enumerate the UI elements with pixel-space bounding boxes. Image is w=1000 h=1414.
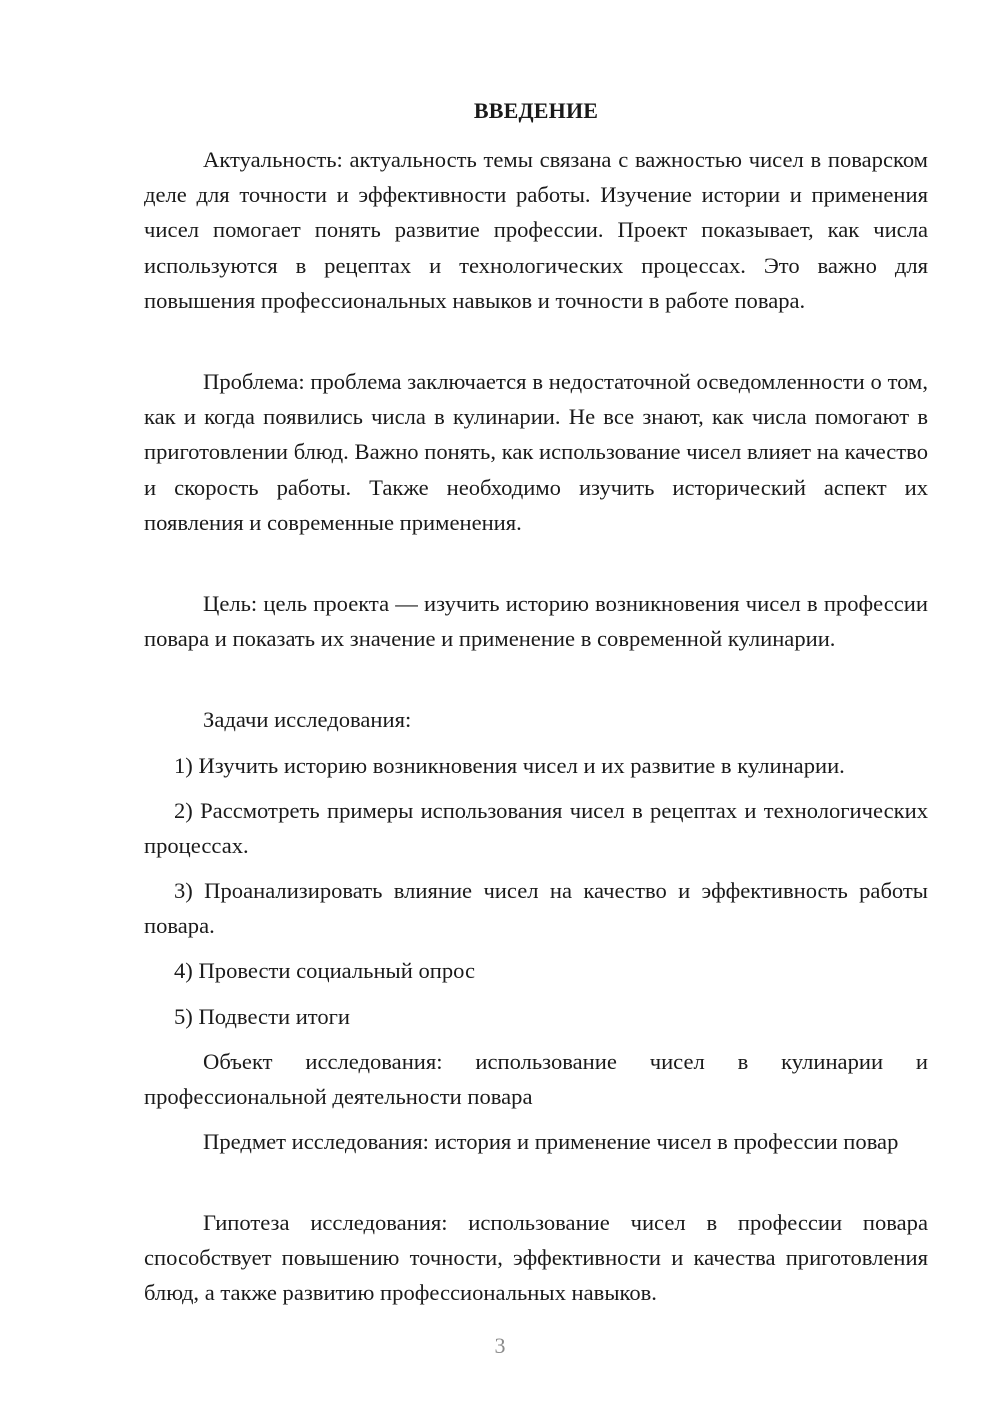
problem-paragraph: Проблема: проблема заключается в недостаточной осведомленности о том, как и когда появились числа в кулинарии. Не все знают, как числа помогают в приготовлении блюд. Важно понять, как использование чисел влияет на качество и скорость работы. Также необходимо изучить исторический аспект их появления и современные применения. xyxy=(144,369,928,535)
hypothesis-paragraph: Гипотеза исследования: использование чисел в профессии повара способствует повышению точности, эффективности и качества приготовления блюд, а также развитию профессиональных навыков. xyxy=(144,1210,928,1306)
object-paragraph: Объект исследования: использование чисел в кулинарии и профессиональной деятельности повара xyxy=(144,1049,928,1110)
tasks-heading: Задачи исследования: xyxy=(203,707,412,732)
task-item-1: 1) Изучить историю возникновения чисел и их развитие в кулинарии. xyxy=(174,753,845,778)
task-item-5: 5) Подвести итоги xyxy=(174,1004,351,1029)
task-item-4: 4) Провести социальный опрос xyxy=(174,958,476,983)
page-title: ВВЕДЕНИЕ xyxy=(473,98,599,123)
page-number: 3 xyxy=(494,1333,506,1358)
task-item-3: 3) Проанализировать влияние чисел на качество и эффективность работы повара. xyxy=(144,878,928,939)
goal-paragraph: Цель: цель проекта — изучить историю возникновения чисел в профессии повара и показать их значение и применение в современной кулинарии. xyxy=(144,591,928,652)
task-item-2: 2) Рассмотреть примеры использования чисел в рецептах и технологических процессах. xyxy=(144,798,928,859)
subject-paragraph: Предмет исследования: история и применение чисел в профессии повар xyxy=(203,1129,899,1154)
relevance-paragraph: Актуальность: актуальность темы связана с важностью чисел в поварском деле для точности и эффективности работы. Изучение истории и применения чисел помогает понять развитие профессии. Проект показывает, как числа используются в рецептах и технологических процессах. Это важно для повышения профессиональных навыков и точности в работе повара. xyxy=(144,147,928,313)
